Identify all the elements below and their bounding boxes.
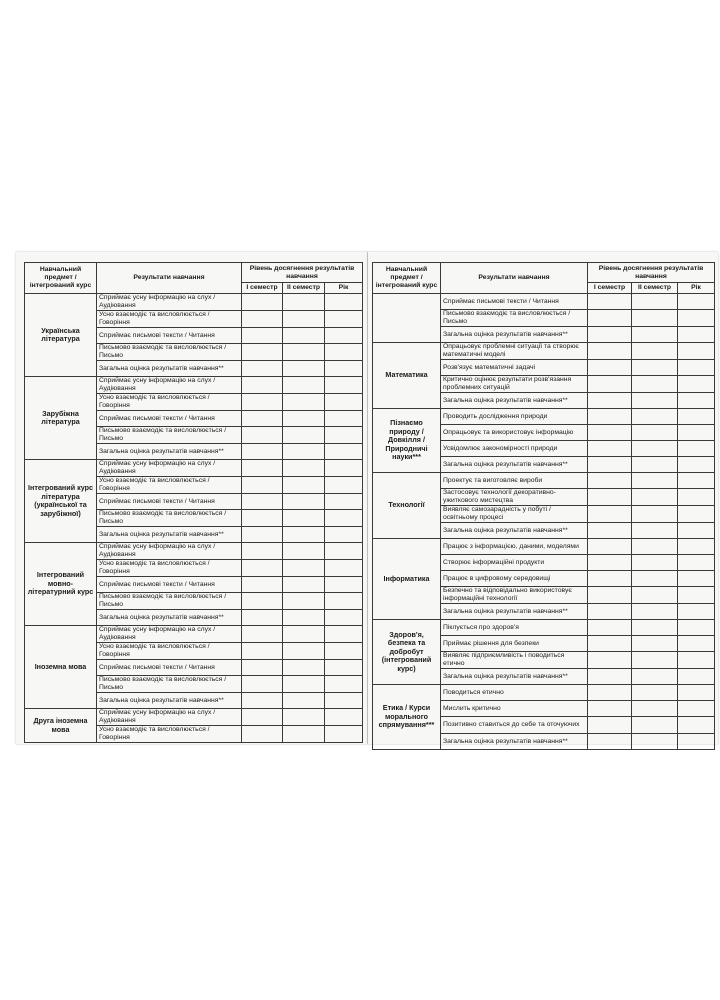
year-grade-cell[interactable] <box>678 343 715 360</box>
sem1-grade-cell[interactable] <box>588 539 632 555</box>
year-grade-cell[interactable] <box>678 539 715 555</box>
sem2-grade-cell[interactable] <box>632 343 678 360</box>
result-text: Загальна оцінка результатів навчання** <box>441 523 588 539</box>
sem1-grade-cell[interactable] <box>242 460 283 477</box>
sem1-grade-cell[interactable] <box>242 328 283 344</box>
year-grade-cell[interactable] <box>678 571 715 587</box>
result-text: Загальна оцінка результатів навчання** <box>97 361 242 377</box>
result-text: Усно взаємодіє та висловлюється / Говоріння <box>97 560 242 577</box>
right-assessment-table <box>372 262 715 750</box>
sem1-grade-cell[interactable] <box>588 636 632 652</box>
result-text: Усвідомлює закономірності природи <box>441 441 588 457</box>
result-text: Загальна оцінка результатів навчання** <box>441 734 588 750</box>
year-grade-cell[interactable] <box>325 494 363 510</box>
year-grade-cell[interactable] <box>325 460 363 477</box>
year-grade-cell[interactable] <box>325 726 363 743</box>
year-grade-cell[interactable] <box>325 394 363 411</box>
table-row <box>25 543 363 560</box>
sem1-grade-cell[interactable] <box>588 555 632 571</box>
sem2-grade-cell[interactable] <box>283 577 325 593</box>
result-text: Сприймає письмові тексти / Читання <box>441 294 588 310</box>
year-grade-cell[interactable] <box>325 593 363 610</box>
result-text: Застосовує технології декоративно-ужиткового мистецтва <box>441 489 588 506</box>
sem1-grade-cell[interactable] <box>588 523 632 539</box>
result-text: Загальна оцінка результатів навчання** <box>97 444 242 460</box>
subject-name: Іноземна мова <box>25 626 97 709</box>
sem1-grade-cell[interactable] <box>588 701 632 717</box>
sem1-grade-cell[interactable] <box>242 294 283 311</box>
result-text: Сприймає письмові тексти / Читання <box>97 411 242 427</box>
sem2-grade-cell[interactable] <box>632 506 678 523</box>
result-text: Сприймає письмові тексти / Читання <box>97 494 242 510</box>
sem2-grade-cell[interactable] <box>632 393 678 409</box>
table-row <box>25 294 363 311</box>
year-grade-cell[interactable] <box>678 587 715 604</box>
sem1-grade-cell[interactable] <box>588 310 632 327</box>
sem2-grade-cell[interactable] <box>283 344 325 361</box>
sem1-grade-cell[interactable] <box>588 343 632 360</box>
sem1-grade-cell[interactable] <box>242 709 283 726</box>
result-text: Усно взаємодіє та висловлюється / Говоріння <box>97 394 242 411</box>
sem1-grade-cell[interactable] <box>242 344 283 361</box>
sem2-grade-cell[interactable] <box>283 311 325 328</box>
table-row <box>373 343 715 360</box>
sem1-grade-cell[interactable] <box>588 294 632 310</box>
result-text: Загальна оцінка результатів навчання** <box>441 327 588 343</box>
result-text: Опрацьовує та використовує інформацію <box>441 425 588 441</box>
year-grade-cell[interactable] <box>325 411 363 427</box>
sem2-grade-cell[interactable] <box>283 560 325 577</box>
sem1-grade-cell[interactable] <box>242 560 283 577</box>
year-grade-cell[interactable] <box>325 626 363 643</box>
year-grade-cell[interactable] <box>325 643 363 660</box>
sem2-grade-cell[interactable] <box>283 626 325 643</box>
year-grade-cell[interactable] <box>325 543 363 560</box>
level-header: Рівень досягнення результатів навчання <box>242 263 363 283</box>
result-text: Усно взаємодіє та висловлюється / Говоріння <box>97 477 242 494</box>
sem1-grade-cell[interactable] <box>588 393 632 409</box>
sem2-grade-cell[interactable] <box>632 587 678 604</box>
sem2-grade-cell[interactable] <box>632 489 678 506</box>
sem2-grade-cell[interactable] <box>632 425 678 441</box>
sem1-grade-cell[interactable] <box>588 376 632 393</box>
subject-name: Друга іноземна мова <box>25 709 97 743</box>
sem2-grade-cell[interactable] <box>283 377 325 394</box>
sem1-grade-cell[interactable] <box>588 506 632 523</box>
sem2-grade-cell[interactable] <box>632 734 678 750</box>
year-header: Рік <box>325 283 363 294</box>
left-assessment-table <box>24 262 363 743</box>
result-text: Приймає рішення для безпеки <box>441 636 588 652</box>
subject-name: Етика / Курси морального спрямування*** <box>373 685 441 750</box>
year-grade-cell[interactable] <box>325 377 363 394</box>
table-row <box>373 620 715 636</box>
result-text: Усно взаємодіє та висловлюється / Говоріння <box>97 726 242 743</box>
sem1-grade-cell[interactable] <box>242 510 283 527</box>
sem2-grade-cell[interactable] <box>632 441 678 457</box>
sem2-grade-cell[interactable] <box>283 527 325 543</box>
sem1-grade-cell[interactable] <box>242 361 283 377</box>
year-grade-cell[interactable] <box>678 310 715 327</box>
result-text: Проектує та виготовляє вироби <box>441 473 588 489</box>
result-text: Піклується про здоров'я <box>441 620 588 636</box>
year-grade-cell[interactable] <box>678 441 715 457</box>
year-grade-cell[interactable] <box>678 360 715 376</box>
sem1-grade-cell[interactable] <box>242 676 283 693</box>
subject-header: Навчальний предмет / інтегрований курс <box>25 263 97 294</box>
result-text: Проводить дослідження природи <box>441 409 588 425</box>
result-text: Загальна оцінка результатів навчання** <box>441 604 588 620</box>
sem2-grade-cell[interactable] <box>283 709 325 726</box>
sem2-grade-cell[interactable] <box>283 643 325 660</box>
subject-name <box>373 294 441 343</box>
result-text: Усно взаємодіє та висловлюється / Говоріння <box>97 643 242 660</box>
result-text: Загальна оцінка результатів навчання** <box>97 527 242 543</box>
result-text: Позитивно ставиться до себе та оточуючих <box>441 717 588 734</box>
level-header: Рівень досягнення результатів навчання <box>588 263 715 283</box>
result-text: Сприймає усну інформацію на слух / Аудіювання <box>97 377 242 394</box>
sem1-grade-cell[interactable] <box>588 669 632 685</box>
sem1-grade-cell[interactable] <box>242 626 283 643</box>
subject-name: Технології <box>373 473 441 539</box>
result-text: Письмово взаємодіє та висловлюється / Письмо <box>97 676 242 693</box>
sem1-grade-cell[interactable] <box>242 311 283 328</box>
result-text: Загальна оцінка результатів навчання** <box>441 669 588 685</box>
sem2-grade-cell[interactable] <box>632 473 678 489</box>
result-text: Сприймає усну інформацію на слух / Аудіювання <box>97 460 242 477</box>
year-grade-cell[interactable] <box>678 555 715 571</box>
sem1-grade-cell[interactable] <box>242 610 283 626</box>
subject-header: Навчальний предмет / інтегрований курс <box>373 263 441 294</box>
sem2-grade-cell[interactable] <box>283 510 325 527</box>
sem1-grade-cell[interactable] <box>588 604 632 620</box>
subject-name: Здоров'я, безпека та добробут (інтегрований курс) <box>373 620 441 685</box>
sem1-grade-cell[interactable] <box>588 652 632 669</box>
year-grade-cell[interactable] <box>325 427 363 444</box>
subject-name: Інтегрований курс література (української та зарубіжної) <box>25 460 97 543</box>
sem1-grade-cell[interactable] <box>588 620 632 636</box>
sem2-grade-cell[interactable] <box>632 636 678 652</box>
table-row <box>373 685 715 701</box>
sem1-grade-cell[interactable] <box>242 593 283 610</box>
sem1-header: I семестр <box>588 283 632 294</box>
sem1-grade-cell[interactable] <box>242 411 283 427</box>
sem2-header: II семестр <box>632 283 678 294</box>
year-grade-cell[interactable] <box>325 510 363 527</box>
sem1-grade-cell[interactable] <box>242 543 283 560</box>
year-grade-cell[interactable] <box>678 506 715 523</box>
year-grade-cell[interactable] <box>678 669 715 685</box>
year-grade-cell[interactable] <box>678 734 715 750</box>
result-text: Сприймає усну інформацію на слух / Аудіювання <box>97 709 242 726</box>
table-row <box>373 539 715 555</box>
sem1-grade-cell[interactable] <box>588 717 632 734</box>
sem2-grade-cell[interactable] <box>632 539 678 555</box>
year-grade-cell[interactable] <box>678 636 715 652</box>
sem2-grade-cell[interactable] <box>632 360 678 376</box>
table-row <box>25 460 363 477</box>
year-grade-cell[interactable] <box>325 709 363 726</box>
sem1-grade-cell[interactable] <box>242 444 283 460</box>
year-grade-cell[interactable] <box>678 717 715 734</box>
sem2-grade-cell[interactable] <box>632 717 678 734</box>
year-grade-cell[interactable] <box>325 577 363 593</box>
sem2-grade-cell[interactable] <box>283 444 325 460</box>
result-text: Виявляє підприємливість і поводиться етично <box>441 652 588 669</box>
table-row <box>25 377 363 394</box>
year-grade-cell[interactable] <box>325 660 363 676</box>
sem1-grade-cell[interactable] <box>242 394 283 411</box>
year-grade-cell[interactable] <box>325 361 363 377</box>
sem2-grade-cell[interactable] <box>283 726 325 743</box>
sem1-grade-cell[interactable] <box>242 494 283 510</box>
sem2-grade-cell[interactable] <box>283 610 325 626</box>
year-grade-cell[interactable] <box>678 620 715 636</box>
sem2-grade-cell[interactable] <box>632 327 678 343</box>
sem2-grade-cell[interactable] <box>283 660 325 676</box>
sem2-grade-cell[interactable] <box>283 294 325 311</box>
table-row <box>373 409 715 425</box>
result-text: Загальна оцінка результатів навчання** <box>441 393 588 409</box>
sem2-grade-cell[interactable] <box>283 427 325 444</box>
sem2-grade-cell[interactable] <box>283 477 325 494</box>
subject-name: Математика <box>373 343 441 409</box>
result-text: Сприймає усну інформацію на слух / Аудіювання <box>97 626 242 643</box>
sem2-grade-cell[interactable] <box>632 523 678 539</box>
sem1-header: I семестр <box>242 283 283 294</box>
result-text: Критично оцінює результати розв'язання проблемних ситуацій <box>441 376 588 393</box>
result-text: Поводиться етично <box>441 685 588 701</box>
sem1-grade-cell[interactable] <box>242 660 283 676</box>
sem1-grade-cell[interactable] <box>588 409 632 425</box>
year-grade-cell[interactable] <box>325 560 363 577</box>
year-grade-cell[interactable] <box>678 473 715 489</box>
sem1-grade-cell[interactable] <box>242 577 283 593</box>
result-text: Виявляє самозарадність у побуті / освітньому процесі <box>441 506 588 523</box>
sem1-grade-cell[interactable] <box>588 587 632 604</box>
right-page <box>368 252 718 744</box>
sem2-grade-cell[interactable] <box>632 555 678 571</box>
year-grade-cell[interactable] <box>325 328 363 344</box>
year-grade-cell[interactable] <box>678 294 715 310</box>
result-text: Сприймає усну інформацію на слух / Аудіювання <box>97 294 242 311</box>
result-text: Усно взаємодіє та висловлюється / Говоріння <box>97 311 242 328</box>
sem1-grade-cell[interactable] <box>242 427 283 444</box>
sem2-header: II семестр <box>283 283 325 294</box>
year-grade-cell[interactable] <box>678 489 715 506</box>
result-text: Працює з інформацією, даними, моделями <box>441 539 588 555</box>
result-text: Розв'язує математичні задачі <box>441 360 588 376</box>
sem2-grade-cell[interactable] <box>632 310 678 327</box>
sem1-grade-cell[interactable] <box>588 441 632 457</box>
sem2-grade-cell[interactable] <box>632 620 678 636</box>
result-text: Сприймає усну інформацію на слух / Аудіювання <box>97 543 242 560</box>
result-text: Письмово взаємодіє та висловлюється / Письмо <box>441 310 588 327</box>
year-grade-cell[interactable] <box>325 477 363 494</box>
sem1-grade-cell[interactable] <box>242 726 283 743</box>
subject-name: Інформатика <box>373 539 441 620</box>
sem2-grade-cell[interactable] <box>632 376 678 393</box>
sem1-grade-cell[interactable] <box>242 527 283 543</box>
year-grade-cell[interactable] <box>678 393 715 409</box>
sem2-grade-cell[interactable] <box>283 411 325 427</box>
sem2-grade-cell[interactable] <box>283 394 325 411</box>
sem2-grade-cell[interactable] <box>283 328 325 344</box>
sem1-grade-cell[interactable] <box>588 685 632 701</box>
sem2-grade-cell[interactable] <box>632 457 678 473</box>
sem1-grade-cell[interactable] <box>588 425 632 441</box>
sem1-grade-cell[interactable] <box>588 327 632 343</box>
year-grade-cell[interactable] <box>678 327 715 343</box>
table-row <box>25 709 363 726</box>
sem2-grade-cell[interactable] <box>632 409 678 425</box>
year-grade-cell[interactable] <box>678 376 715 393</box>
sem2-grade-cell[interactable] <box>283 693 325 709</box>
subject-name: Українська література <box>25 294 97 377</box>
sem2-grade-cell[interactable] <box>283 460 325 477</box>
results-header: Результати навчання <box>441 263 588 294</box>
table-row <box>25 626 363 643</box>
subject-name: Пізнаємо природу / Довкілля / Природничі науки*** <box>373 409 441 473</box>
result-text: Загальна оцінка результатів навчання** <box>97 610 242 626</box>
sem2-grade-cell[interactable] <box>283 494 325 510</box>
sem1-grade-cell[interactable] <box>588 734 632 750</box>
sem2-grade-cell[interactable] <box>632 604 678 620</box>
result-text: Безпечно та відповідально використовує інформаційні технології <box>441 587 588 604</box>
sem2-grade-cell[interactable] <box>632 294 678 310</box>
year-grade-cell[interactable] <box>325 610 363 626</box>
year-grade-cell[interactable] <box>325 444 363 460</box>
sem1-grade-cell[interactable] <box>242 477 283 494</box>
sem2-grade-cell[interactable] <box>632 652 678 669</box>
result-text: Сприймає письмові тексти / Читання <box>97 328 242 344</box>
year-grade-cell[interactable] <box>325 676 363 693</box>
year-grade-cell[interactable] <box>678 457 715 473</box>
result-text: Опрацьовує проблемні ситуації та створює математичні моделі <box>441 343 588 360</box>
year-grade-cell[interactable] <box>678 425 715 441</box>
sem2-grade-cell[interactable] <box>632 669 678 685</box>
year-grade-cell[interactable] <box>325 344 363 361</box>
sem2-grade-cell[interactable] <box>632 701 678 717</box>
sem2-grade-cell[interactable] <box>632 685 678 701</box>
result-text: Письмово взаємодіє та висловлюється / Письмо <box>97 344 242 361</box>
year-grade-cell[interactable] <box>678 652 715 669</box>
subject-name: Зарубіжна література <box>25 377 97 460</box>
result-text: Сприймає письмові тексти / Читання <box>97 577 242 593</box>
sem2-grade-cell[interactable] <box>283 676 325 693</box>
result-text: Письмово взаємодіє та висловлюється / Письмо <box>97 593 242 610</box>
result-text: Мислить критично <box>441 701 588 717</box>
sem1-grade-cell[interactable] <box>588 457 632 473</box>
year-header: Рік <box>678 283 715 294</box>
sem2-grade-cell[interactable] <box>283 543 325 560</box>
year-grade-cell[interactable] <box>678 409 715 425</box>
year-grade-cell[interactable] <box>678 701 715 717</box>
sem1-grade-cell[interactable] <box>588 489 632 506</box>
sem1-grade-cell[interactable] <box>588 360 632 376</box>
results-header: Результати навчання <box>97 263 242 294</box>
result-text: Письмово взаємодіє та висловлюється / Письмо <box>97 510 242 527</box>
sem2-grade-cell[interactable] <box>283 361 325 377</box>
sem1-grade-cell[interactable] <box>242 643 283 660</box>
year-grade-cell[interactable] <box>325 294 363 311</box>
result-text: Створює інформаційні продукти <box>441 555 588 571</box>
year-grade-cell[interactable] <box>325 527 363 543</box>
sem2-grade-cell[interactable] <box>283 593 325 610</box>
table-row <box>373 473 715 489</box>
result-text: Працює в цифровому середовищі <box>441 571 588 587</box>
result-text: Загальна оцінка результатів навчання** <box>97 693 242 709</box>
subject-name: Інтегрований мовно-літературний курс <box>25 543 97 626</box>
year-grade-cell[interactable] <box>678 604 715 620</box>
result-text: Сприймає письмові тексти / Читання <box>97 660 242 676</box>
result-text: Загальна оцінка результатів навчання** <box>441 457 588 473</box>
year-grade-cell[interactable] <box>678 685 715 701</box>
sem1-grade-cell[interactable] <box>242 377 283 394</box>
year-grade-cell[interactable] <box>678 523 715 539</box>
left-page <box>16 252 368 744</box>
sem1-grade-cell[interactable] <box>588 571 632 587</box>
sem1-grade-cell[interactable] <box>588 473 632 489</box>
year-grade-cell[interactable] <box>325 693 363 709</box>
table-row <box>373 294 715 310</box>
sem1-grade-cell[interactable] <box>242 693 283 709</box>
result-text: Письмово взаємодіє та висловлюється / Письмо <box>97 427 242 444</box>
year-grade-cell[interactable] <box>325 311 363 328</box>
sem2-grade-cell[interactable] <box>632 571 678 587</box>
